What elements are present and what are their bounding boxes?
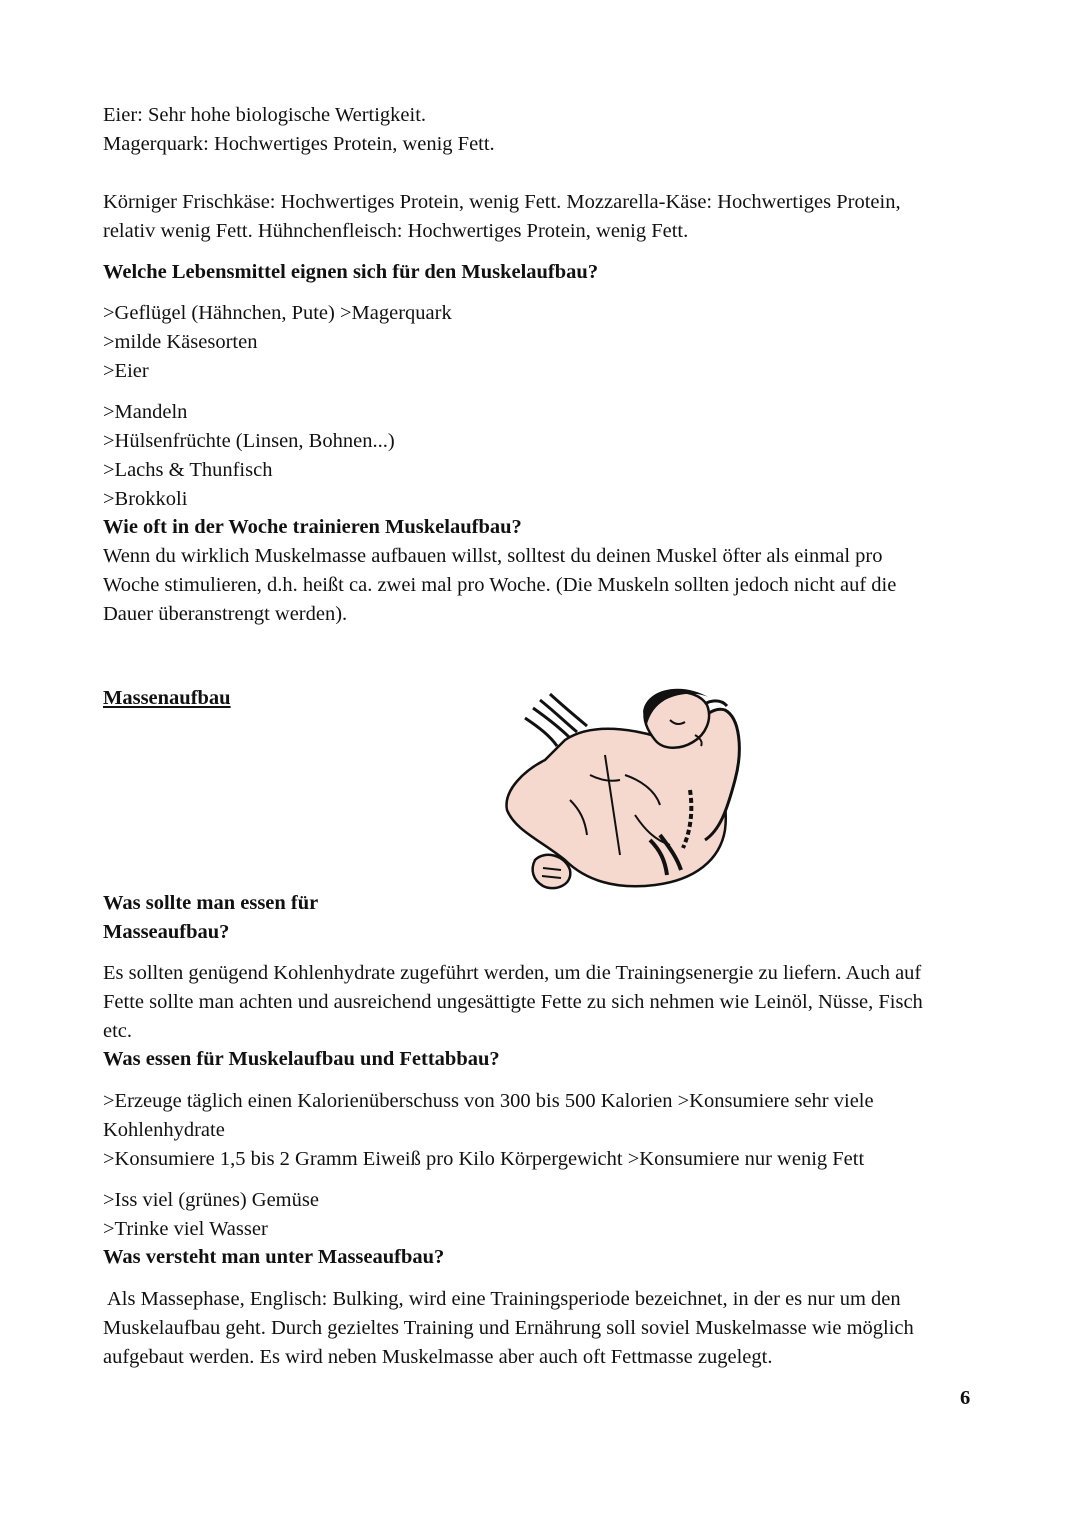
question-heading: Was essen für Muskelaufbau und Fettabbau? [103,1048,500,1070]
text-line: etc. [103,1020,133,1042]
text-line: Magerquark: Hochwertiges Protein, wenig Fett. [103,133,495,155]
text-line: Muskelaufbau geht. Durch gezieltes Training und Ernährung soll soviel Muskelmasse wie möglich [103,1317,914,1339]
list-item: >Brokkoli [103,488,188,510]
question-heading: Welche Lebensmittel eignen sich für den Muskelaufbau? [103,261,599,283]
text-line: Fette sollte man achten und ausreichend ungesättigte Fette zu sich nehmen wie Leinöl, Nüsse, Fisch [103,991,923,1013]
tips-list [103,1087,983,1174]
text-line: aufgebaut werden. Es wird neben Muskelmasse aber auch oft Fettmasse zugelegt. [103,1346,773,1368]
list-item: >Iss viel (grünes) Gemüse [103,1189,319,1211]
question-heading: Wie oft in der Woche trainieren Muskelaufbau? [103,516,522,538]
bulking-paragraph [103,1285,983,1372]
list-item: >Geflügel (Hähnchen, Pute) >Magerquark [103,302,452,324]
intro-block [103,101,983,159]
list-item: >milde Käsesorten [103,331,258,353]
text-line: Woche stimulieren, d.h. heißt ca. zwei mal pro Woche. (Die Muskeln sollten jedoch nicht auf die [103,574,897,596]
list-item: >Lachs & Thunfisch [103,459,273,481]
intro-paragraph [103,188,983,246]
text-line: Wenn du wirklich Muskelmasse aufbauen willst, solltest du deinen Muskel öfter als einmal pro [103,545,883,567]
list-item: >Mandeln [103,401,188,423]
list-item: >Erzeuge täglich einen Kalorienüberschuss von 300 bis 500 Kalorien >Konsumiere sehr viele [103,1090,874,1112]
list-item: >Konsumiere 1,5 bis 2 Gramm Eiweiß pro Kilo Körpergewicht >Konsumiere nur wenig Fett [103,1148,865,1170]
text-line: Dauer überanstrengt werden). [103,603,348,625]
list-item: >Eier [103,360,149,382]
text-line: relativ wenig Fett. Hühnchenfleisch: Hochwertiges Protein, wenig Fett. [103,220,689,242]
text-line: Als Massephase, Englisch: Bulking, wird eine Trainingsperiode bezeichnet, in der es nur um den [103,1288,901,1310]
mass-food-paragraph [103,959,983,1046]
text-line: Eier: Sehr hohe biologische Wertigkeit. [103,104,427,126]
food-list [103,398,983,514]
section-title: Massenaufbau [103,687,231,709]
question-heading: Was versteht man unter Masseaufbau? [103,1246,445,1268]
tips-list [103,1186,983,1244]
page-number: 6 [960,1387,971,1409]
text-line: Es sollten genügend Kohlenhydrate zugeführt werden, um die Trainingsenergie zu liefern. Auch auf [103,962,922,984]
food-list [103,299,983,386]
list-item: >Hülsenfrüchte (Linsen, Bohnen...) [103,430,395,452]
training-frequency-section [103,513,983,629]
text-line: Körniger Frischkäse: Hochwertiges Protein, wenig Fett. Mozzarella-Käse: Hochwertiges Protein, [103,191,901,213]
heading-line: Was sollte man essen für [103,892,319,914]
question-heading [103,889,983,947]
flexing-bodybuilder-icon [495,680,750,895]
list-item: >Trinke viel Wasser [103,1218,268,1240]
list-item: Kohlenhydrate [103,1119,225,1141]
heading-line: Masseaufbau? [103,921,230,943]
